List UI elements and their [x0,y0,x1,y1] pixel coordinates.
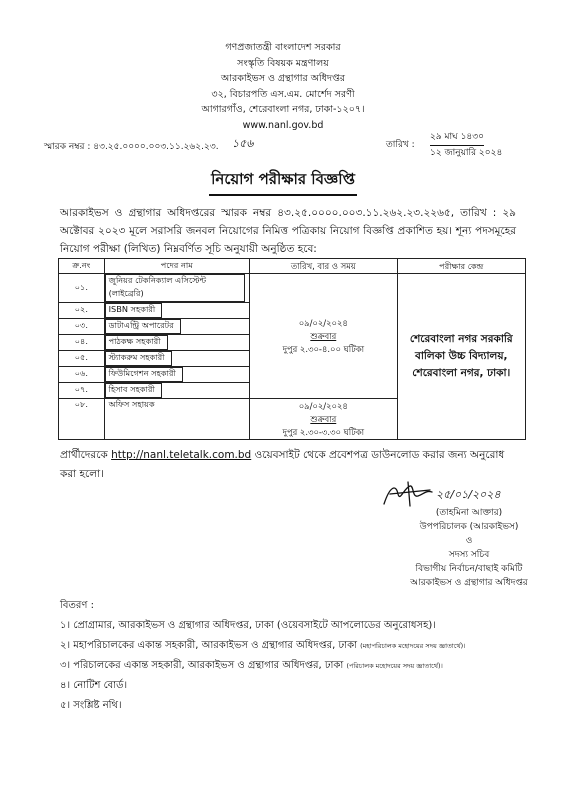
post-name: হিসাব সহকারী [105,383,162,398]
distribution-item-text: ১। প্রোগ্রামার, আরকাইভস ও গ্রন্থাগার অধিদপ্তর, ঢাকা (ওয়েবসাইটে আপলোডের অনুরোধসহ)। [60,620,436,631]
signatory-and: ও [465,536,473,546]
date-english-calendar: ১২ জানুয়ারি ২০২৪ [430,148,503,158]
row-post [104,303,249,319]
row-post: অফিস সহায়ক [104,399,249,440]
schedule-time: দুপুর ২.৩০-৩.৩০ ঘটিকা [282,426,365,437]
header-line-department: আরকাইভস ও গ্রন্থাগার অধিদপ্তর [220,73,346,84]
distribution-item-text: ২। মহাপরিচালকের একান্ত সহকারী, আরকাইভস ও গ্রন্থাগার অধিদপ্তর, ঢাকা [60,640,361,651]
row-post [104,319,249,335]
header-post: পদের নাম [104,259,249,274]
header-line-ministry: সংস্কৃতি বিষয়ক মন্ত্রণালয় [237,57,329,69]
office-header [0,40,566,133]
row-serial: ০৮. [59,399,105,440]
row-serial: ০৭. [59,383,105,399]
date-label: তারিখ : [386,140,415,150]
row-serial: ০৩. [59,319,105,335]
row-serial: ০৬. [59,367,105,383]
header-line-area: আগারগাঁও, শেরেবাংলা নগর, ঢাকা-১২০৭। [201,104,365,115]
post-name: স্ট্যাকরুম সহকারী [105,351,172,366]
list-item [60,636,526,656]
download-instruction [60,446,516,484]
list-item [60,676,526,696]
row-post [104,383,249,399]
table-row [59,274,526,303]
schedule-day: শুক্রবার [310,330,337,341]
list-item [60,696,526,716]
header-center: পরীক্ষার কেন্দ্র [397,259,525,274]
row-post [104,351,249,367]
post-name: ফিউমিগেশন সহকারী [105,367,183,382]
header-website: www.nanl.gov.bd [242,119,324,131]
exam-schedule-table [58,258,526,440]
post-name: ডাটাএন্ট্রি অপারেটর [105,319,181,334]
signature-date: ২৫/০১/২০২৪ [436,488,501,501]
signatory-designation: উপপরিচালক (আরকাইভস) [419,522,519,532]
distribution-item-text: ৪। নোটিশ বোর্ড। [60,680,128,691]
row-post [104,335,249,351]
row-serial: ০৫. [59,351,105,367]
memo-handwritten-number: ১৫৬ [232,137,254,150]
list-item [60,656,526,676]
schedule-date: ০৯/০২/২০২৪ [298,400,348,411]
memo-row [44,133,526,163]
distribution-list [60,596,526,716]
header-line-street: ৩২, বিচারপতি এস.এম. মোর্শেদ সরণী [211,88,355,100]
exam-center: শেরেবাংলা নগর সরকারি বালিকা উচ্চ বিদ্যালয়, শেরেবাংলা নগর, ঢাকা। [409,333,513,379]
post-name: জুনিয়র টেকনিক্যাল এসিস্টেন্ট (লাইব্রেরি) [105,274,245,302]
notice-title-text: নিয়োগ পরীক্ষার বিজ্ঞপ্তি [209,168,357,196]
notice-title [0,168,566,196]
signatory-details [374,506,564,590]
schedule-time: দুপুর ২.৩০-৪.০০ ঘটিকা [282,343,365,354]
row-serial: ০২. [59,303,105,319]
admit-card-link[interactable]: http://nanl.teletalk.com.bd [111,449,252,461]
row-post [104,367,249,383]
header-serial: ক্র.নং [59,259,105,274]
signatory-committee: বিভাগীয় নির্বাচন/বাছাই কমিটি [415,564,523,574]
distribution-item-note: (পরিচালক মহোদয়ের সদয় জ্ঞাতার্থে)। [346,662,443,670]
memo-number: স্মারক নম্বর : ৪৩.২৫.০০০০.০০৩.১১.২৬২.২৩. [44,142,219,152]
table-header-row [59,259,526,274]
header-datetime: তারিখ, বার ও সময় [250,259,398,274]
schedule-cell-2 [250,399,398,440]
distribution-label: বিতরণ : [60,600,95,611]
schedule-day: শুক্রবার [310,413,337,424]
date-bangla-calendar: ২৯ মাঘ ১৪৩০ [430,129,484,146]
schedule-cell-1 [250,274,398,399]
distribution-item-note: (মহাপরিচালক মহোদয়ের সদয় জ্ঞাতার্থে)। [360,642,466,650]
row-post [104,274,249,303]
post-name: ISBN সহকারী [105,303,163,318]
download-prefix: প্রার্থীদেরকে [60,449,112,461]
signatory-office: আরকাইভস ও গ্রন্থাগার অধিদপ্তর [410,578,528,588]
list-item [60,616,526,636]
download-suffix: ওয়েবসাইট থেকে প্রবেশপত্র ডাউনলোড করার জন্য অনুরোধ করা হলো। [60,449,505,480]
row-serial: ০১. [59,274,105,303]
header-line-government: গণপ্রজাতন্ত্রী বাংলাদেশ সরকার [225,42,341,53]
post-name: পাঠকক্ষ সহকারী [105,335,168,350]
signatory-member: সদস্য সচিব [448,550,490,560]
distribution-item-text: ৫। সংশ্লিষ্ট নথি। [60,700,122,711]
exam-center-cell [397,274,525,440]
row-serial: ০৪. [59,335,105,351]
distribution-item-text: ৩। পরিচালকের একান্ত সহকারী, আরকাইভস ও গ্রন্থাগার অধিদপ্তর, ঢাকা [60,660,347,671]
signatory-name: (তাহমিনা আক্তার) [435,508,503,518]
intro-paragraph: আরকাইভস ও গ্রন্থাগার অধিদপ্তরের স্মারক নম্বর ৪৩.২৫.০০০০.০০৩.১১.২৬২.২৩.২২৬৫, তারিখ : ২৯ অক্টোবর ২০২৩ মূলে সরাসরি জনবল নিয়োগের নিমিত্ত পত্রিকায় নিয়োগ বিজ্ঞপ্তি প্রকাশিত হয়। শূন্য পদসমূহের নিয়োগ পরীক্ষা (লিখিত) নিম্নবর্ণিত সূচি অনুযায়ী অনুষ্ঠিত হবে: [60,207,516,255]
schedule-date: ০৯/০২/২০২৪ [298,317,348,328]
